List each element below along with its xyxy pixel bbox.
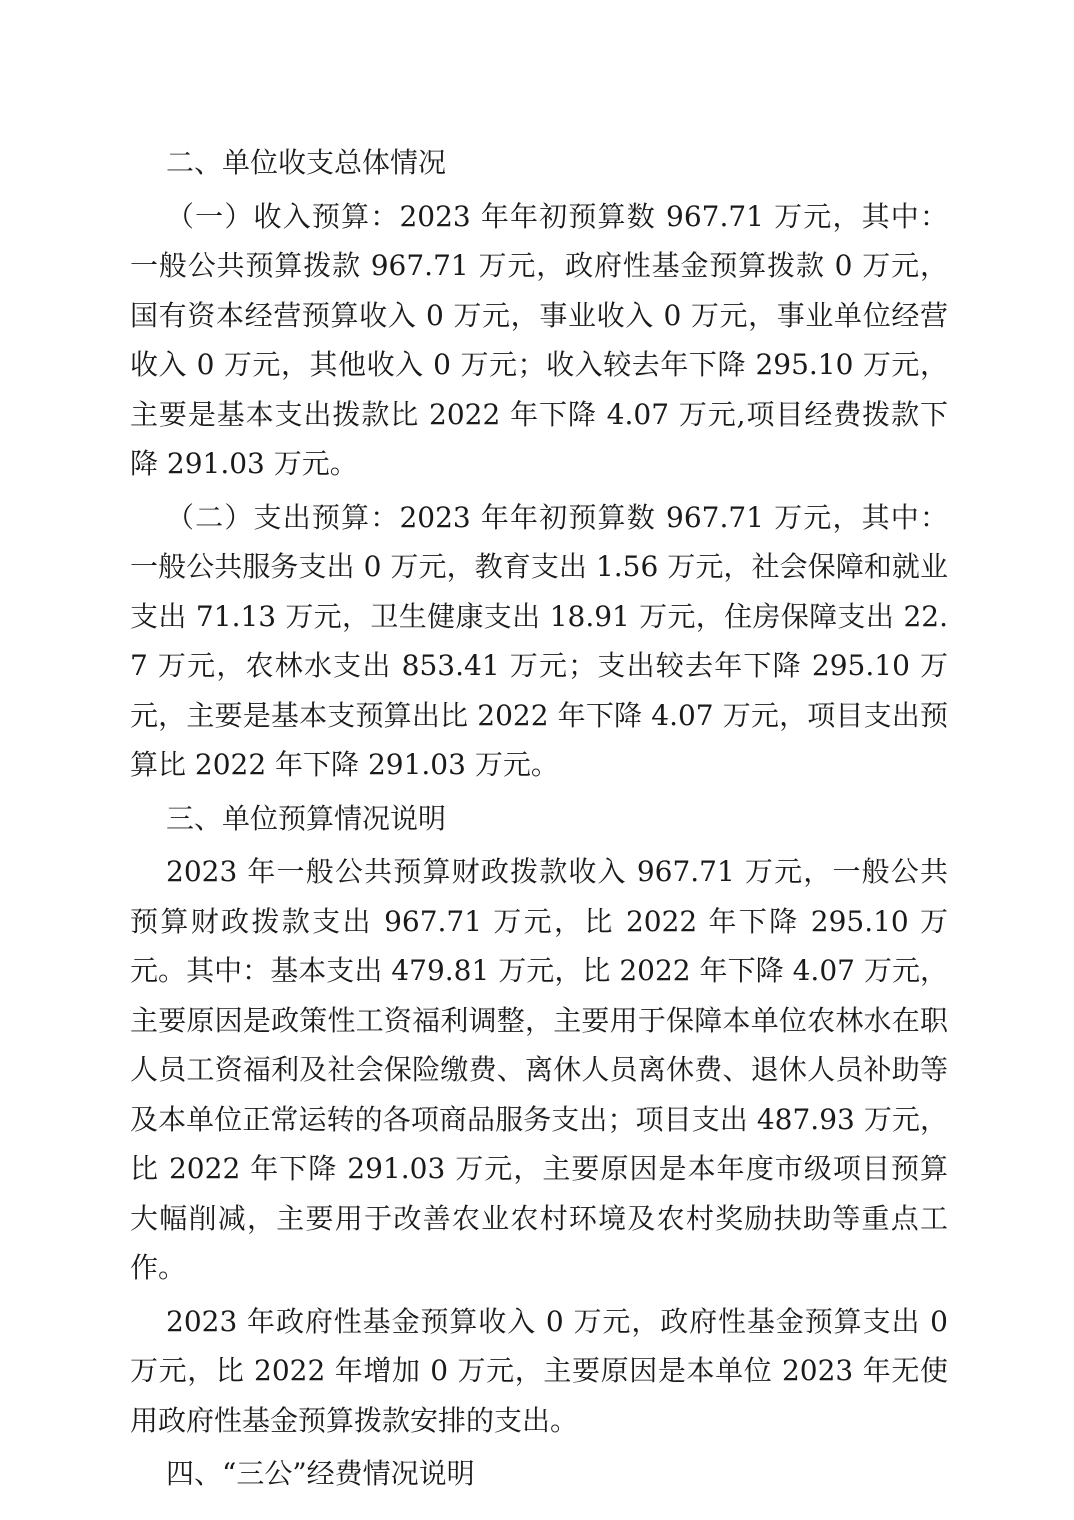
expense-budget-paragraph: （二）支出预算：2023 年年初预算数 967.71 万元，其中：一般公共服务支出 0 万元，教育支出 1.56 万元，社会保障和就业支出 71.13 万元，卫生健康支出 18.91 万元，住房保障支出 22.7 万元，农林水支出 853.41 万元；支出较去年下降 295.10 万元，主要是基本支预算出比 2022 年下降 4.07 万元，项目支出预算比 2022 年下降 291.03 万元。 [130,500,948,781]
document-body [130,138,948,1499]
section-heading-2: 二、单位收支总体情况 [166,146,447,179]
section-heading-4: 四、“三公”经费情况说明 [166,1457,475,1490]
general-budget-paragraph: 2023 年一般公共预算财政拨款收入 967.71 万元，一般公共预算财政拨款支出 967.71 万元，比 2022 年下降 295.10 万元。其中：基本支出 479.81 万元，比 2022 年下降 4.07 万元，主要原因是政策性工资福利调整，主要用于保障本单位农林水在职人员工资福利及社会保险缴费、离休人员离休费、退休人员补助等及本单位正常运转的各项商品服务支出；项目支出 487.93 万元，比 2022 年下降 291.03 万元，主要原因是本年度市级项目预算大幅削减，主要用于改善农业农村环境及农村奖励扶助等重点工作。 [130,855,948,1284]
income-budget-paragraph: （一）收入预算：2023 年年初预算数 967.71 万元，其中：一般公共预算拨款 967.71 万元，政府性基金预算拨款 0 万元，国有资本经营预算收入 0 万元，事业收入 0 万元，事业单位经营收入 0 万元，其他收入 0 万元；收入较去年下降 295.10 万元，主要是基本支出拨款比 2022 年下降 4.07 万元,项目经费拨款下降 291.03 万元。 [130,199,948,480]
section-heading-3: 三、单位预算情况说明 [166,801,447,835]
government-fund-paragraph: 2023 年政府性基金预算收入 0 万元，政府性基金预算支出 0 万元，比 2022 年增加 0 万元，主要原因是本单位 2023 年无使用政府性基金预算拨款安排的支出。 [130,1304,948,1437]
